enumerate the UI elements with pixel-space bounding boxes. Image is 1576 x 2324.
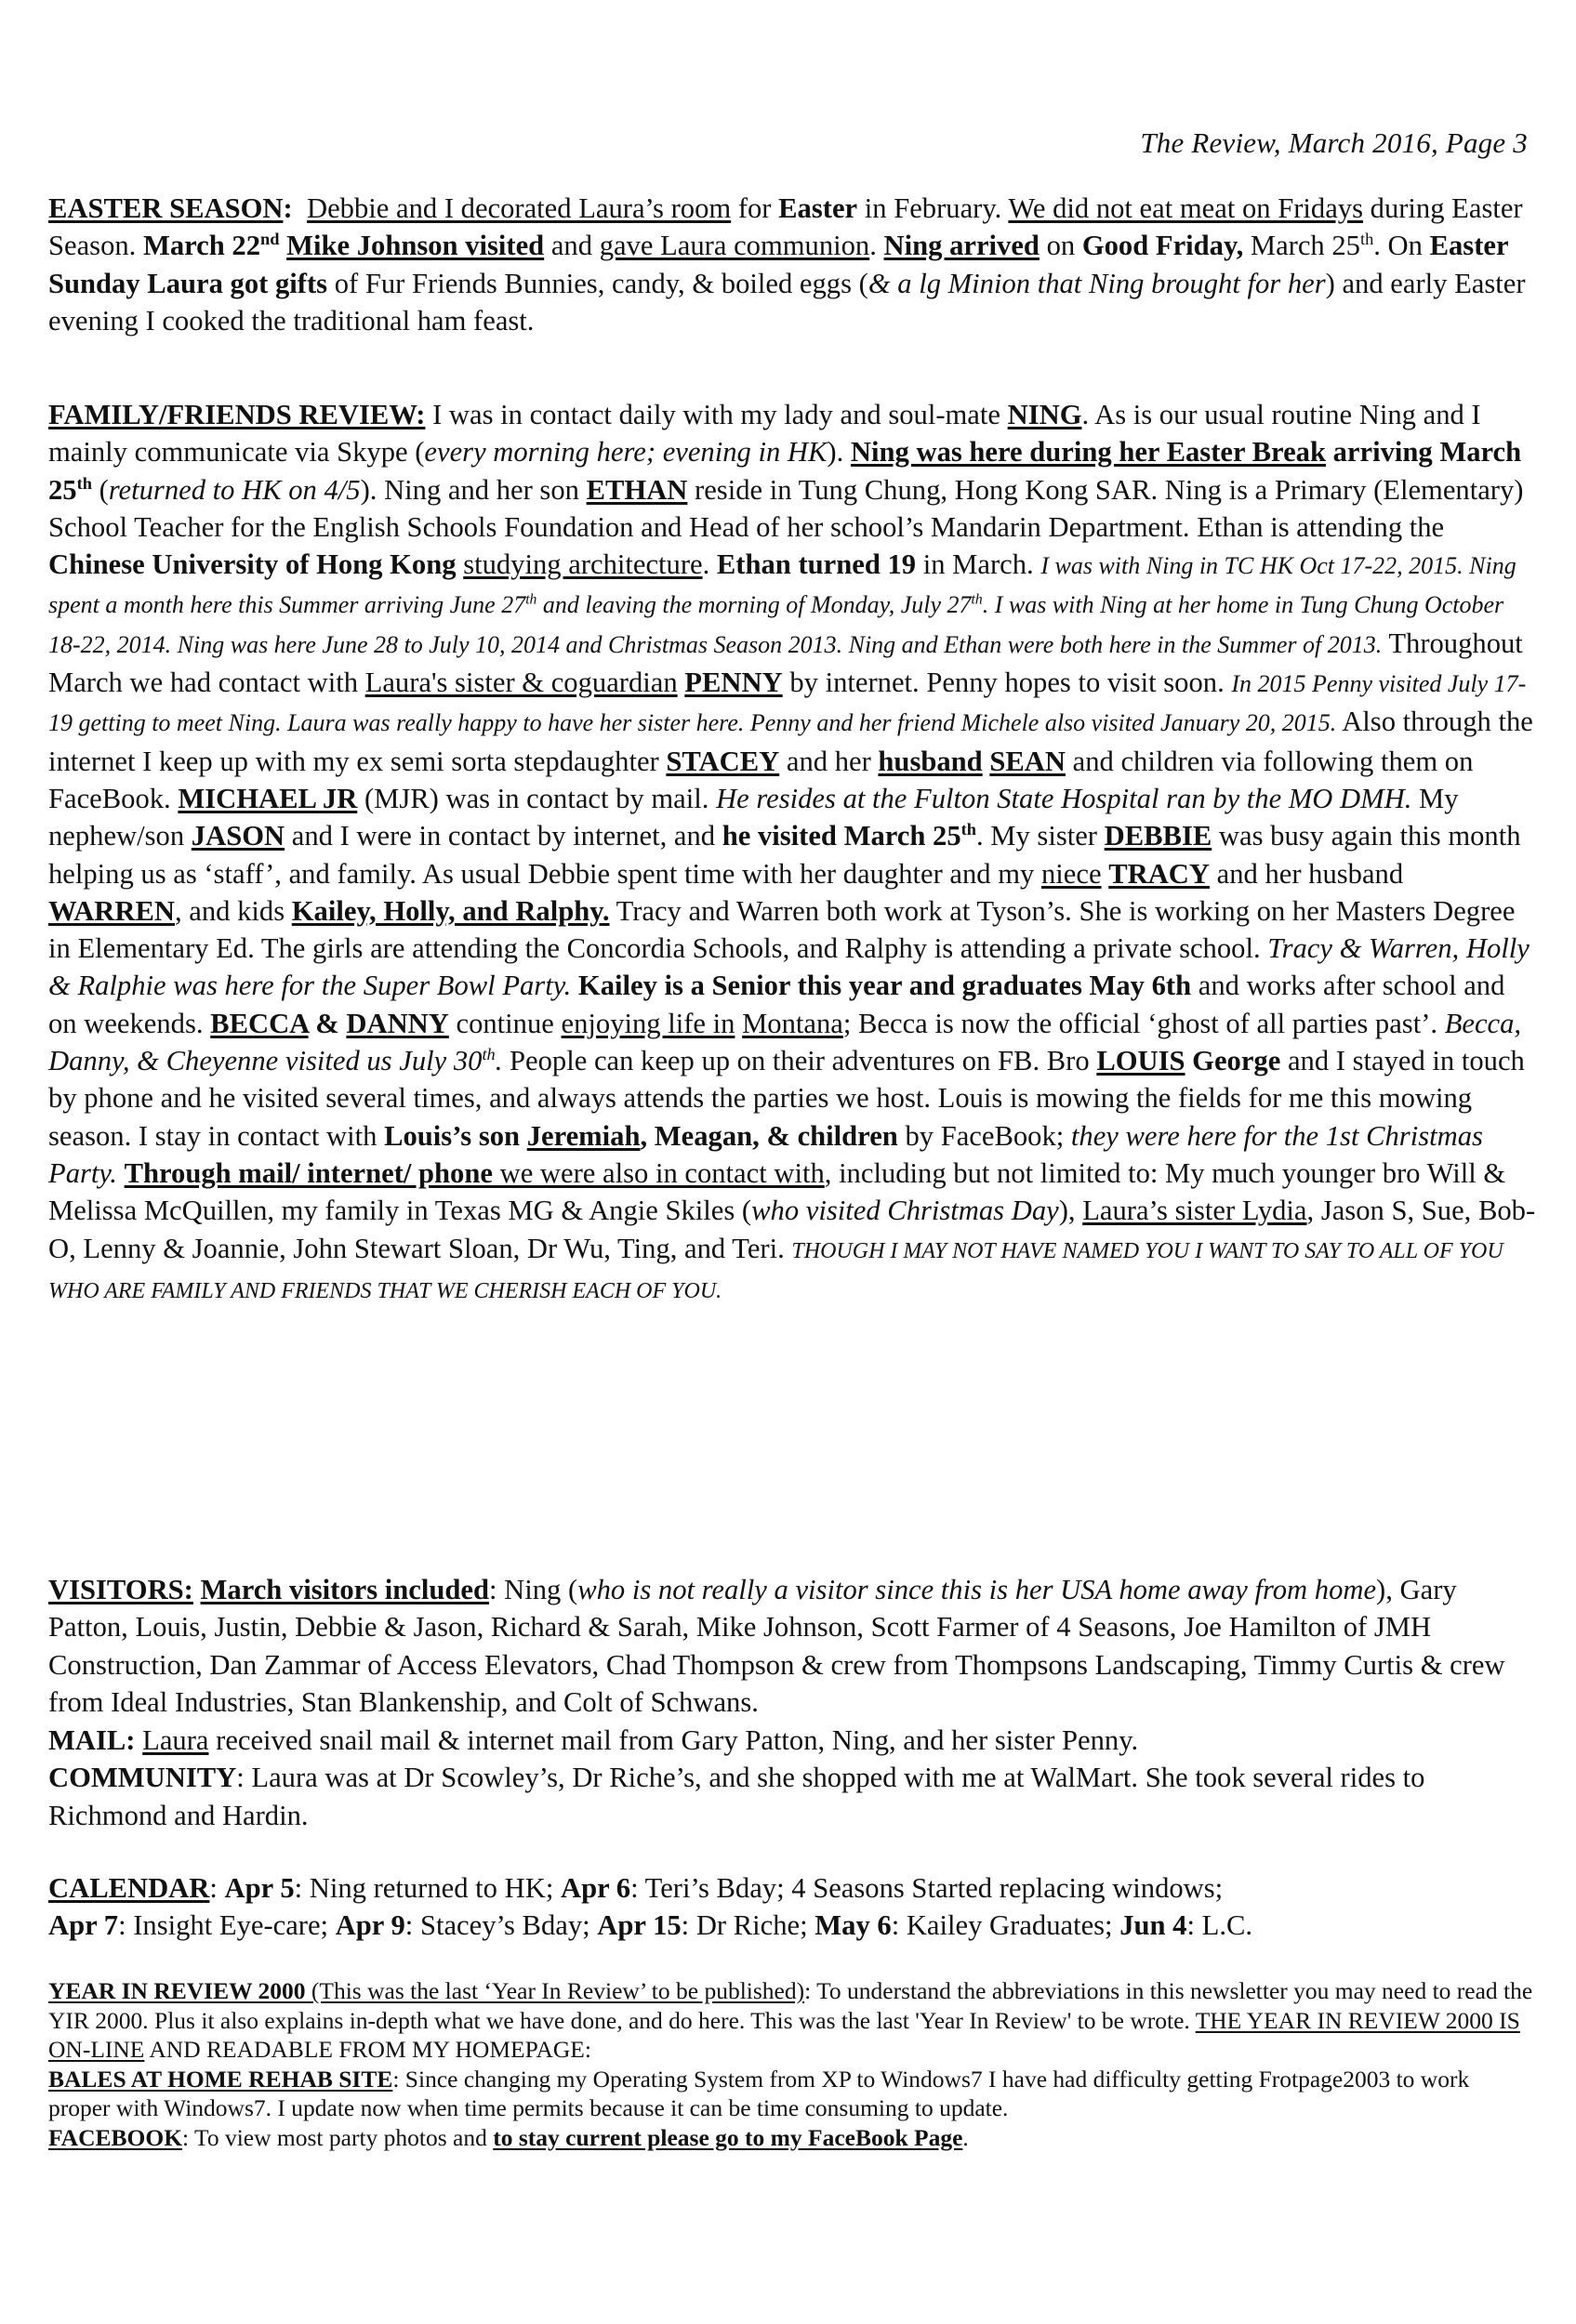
visitors-paragraph: VISITORS: March visitors included: Ning (who is not really a visitor since this is her USA home away from home), Gary Patton, Louis, Justin, Debbie & Jason, Richard & Sarah, Mike Johnson, Scott Farmer of 4 Seasons, Joe Hamilton of JMH Construction, Dan Zammar of Access Elevators, Chad Thompson & crew from Thompsons Landscaping, Timmy Curtis & crew from Ideal Industries, Stan Blankenship, and Colt of Schwans. <box>48 1574 1505 1718</box>
community-heading: COMMUNITY <box>48 1762 237 1794</box>
family-friends-paragraph: FAMILY/FRIENDS REVIEW: I was in contact daily with my lady and soul-mate NING. As is our usual routine Ning and I mainly communicate via Skype (every morning here; evening in HK). Ning was here during her Easter Break arriving March 25th (returned to HK on 4/5). Ning and her son ETHAN reside in Tung Chung, Hong Kong SAR. Ning is a Primary (Elementary) School Teacher for the English Schools Foundation and Head of her school’s Mandarin Department. Ethan is attending the Chinese University of Hong Kong studying architecture. Ethan turned 19 in March. I was with Ning in TC HK Oct 17-22, 2015. Ning spent a month here this Summer arriving June 27th and leaving the morning of Monday, July 27th. I was with Ning at her home in Tung Chung October 18-22, 2014. Ning was here June 28 to July 10, 2014 and Christmas Season 2013. Ning and Ethan were both here in the Summer of 2013. Throughout March we had contact with Laura's sister & coguardian PENNY by internet. Penny hopes to visit soon. In 2015 Penny visited July 17-19 getting to meet Ning. Laura was really happy to have her sister here. Penny and her friend Michele also visited January 20, 2015. Also through the internet I keep up with my ex semi sorta stepdaughter STACEY and her husband SEAN and children via following them on FaceBook. MICHAEL JR (MJR) was in contact by mail. He resides at the Fulton State Hospital ran by the MO DMH. My nephew/son JASON and I were in contact by internet, and he visited March 25th. My sister DEBBIE was busy again this month helping us as ‘staff’, and family. As usual Debbie spent time with her daughter and my niece TRACY and her husband WARREN, and kids Kailey, Holly, and Ralphy. Tracy and Warren both work at Tyson’s. She is working on her Masters Degree in Elementary Ed. The girls are attending the Concordia Schools, and Ralphy is attending a private school. Tracy & Warren, Holly & Ralphie was here for the Super Bowl Party. Kailey is a Senior this year and graduates May 6th and works after school and on weekends. BECCA & DANNY continue enjoying life in Montana; Becca is now the official ‘ghost of all parties past’. Becca, Danny, & Cheyenne visited us July 30th. People can keep up on their adventures on FB. Bro LOUIS George and I stayed in touch by phone and he visited several times, and always attends the parties we host. Louis is mowing the fields for me this mowing season. I stay in contact with Louis’s son Jeremiah, Meagan, & children by FaceBook; they were here for the 1st Christmas Party. Through mail/ internet/ phone we were also in contact with, including but not limited to: My much younger bro Will & Melissa McQuillen, my family in Texas MG & Angie Skiles (who visited Christmas Day), Laura’s sister Lydia, Jason S, Sue, Bob-O, Lenny & Joannie, John Stewart Sloan, Dr Wu, Ting, and Teri. THOUGH I MAY NOT HAVE NAMED YOU I WANT TO SAY TO ALL OF YOU WHO ARE FAMILY AND FRIENDS THAT WE CHERISH EACH OF YOU. <box>48 399 1536 1303</box>
bales-heading: BALES AT HOME REHAB SITE <box>48 2065 393 2093</box>
calendar-paragraph: CALENDAR: Apr 5: Ning returned to HK; Apr 6: Teri’s Bday; 4 Seasons Started replacing windows; Apr 7: Insight Eye-care; Apr 9: Stacey’s Bday; Apr 15: Dr Riche; May 6: Kailey Graduates; Jun 4: L.C. <box>48 1872 1253 1942</box>
family-heading: FAMILY/FRIENDS REVIEW: <box>48 399 426 430</box>
running-head: The Review, March 2016, Page 3 <box>1140 126 1528 159</box>
penny-visits-note: In 2015 Penny visited July 17-19 getting to meet Ning. Laura was really happy to have her sister here. Penny and her friend Michele also visited January 20, 2015. <box>48 670 1527 737</box>
mail-community-paragraph: MAIL: Laura received snail mail & internet mail from Gary Patton, Ning, and her sister Penny. COMMUNITY: Laura was at Dr Scowley’s, Dr Riche’s, and she shopped with me at WalMart. She took several rides to Richmond and Hardin. <box>48 1724 1425 1831</box>
year-review-heading: YEAR IN REVIEW 2000 <box>48 1977 306 2004</box>
cherish-note: THOUGH I MAY NOT HAVE NAMED YOU I WANT TO SAY TO ALL OF YOU WHO ARE FAMILY AND FRIENDS THAT WE CHERISH EACH OF YOU. <box>48 1238 1503 1303</box>
ning-visits-note: I was with Ning in TC HK Oct 17-22, 2015. Ning spent a month here this Summer arriving June 27th and leaving the morning of Monday, July 27th. I was with Ning at her home in Tung Chung October 18-22, 2014. Ning was here June 28 to July 10, 2014 and Christmas Season 2013. Ning and Ethan were both here in the Summer of 2013. <box>48 552 1516 658</box>
facebook-heading: FACEBOOK <box>48 2123 183 2151</box>
mail-heading: MAIL: <box>48 1724 136 1756</box>
facebook-page-link[interactable]: to stay current please go to my FaceBook Page <box>493 2123 963 2151</box>
easter-decorated: Debbie and I decorated Laura’s room <box>307 192 732 224</box>
calendar-heading: CALENDAR <box>48 1872 210 1904</box>
easter-season-paragraph: EASTER SEASON: Debbie and I decorated Laura’s room for Easter in February. We did not eat meat on Fridays during Easter Season. March 22nd Mike Johnson visited and gave Laura communion. Ning arrived on Good Friday, March 25th. On Easter Sunday Laura got gifts of Fur Friends Bunnies, candy, & boiled eggs (& a lg Minion that Ning brought for her) and early Easter evening I cooked the traditional ham feast. <box>48 192 1526 337</box>
year-in-review-paragraph: YEAR IN REVIEW 2000 (This was the last ‘Year In Review’ to be published): To understand the abbreviations in this newsletter you may need to read the YIR 2000. Plus it also explains in-depth what we have done, and do here. This was the last 'Year In Review' to be wrote. THE YEAR IN REVIEW 2000 IS ON-LINE AND READABLE FROM MY HOMEPAGE: BALES AT HOME REHAB SITE: Since changing my Operating System from XP to Windows7 I have had difficulty getting Frotpage2003 to work proper with Windows7. I update now when time permits because it can be time consuming to update. FACEBOOK: To view most party photos and to stay current please go to my FaceBook Page. <box>48 1977 1533 2151</box>
easter-heading: EASTER SEASON <box>48 192 284 224</box>
visitors-heading: VISITORS: <box>48 1574 193 1605</box>
